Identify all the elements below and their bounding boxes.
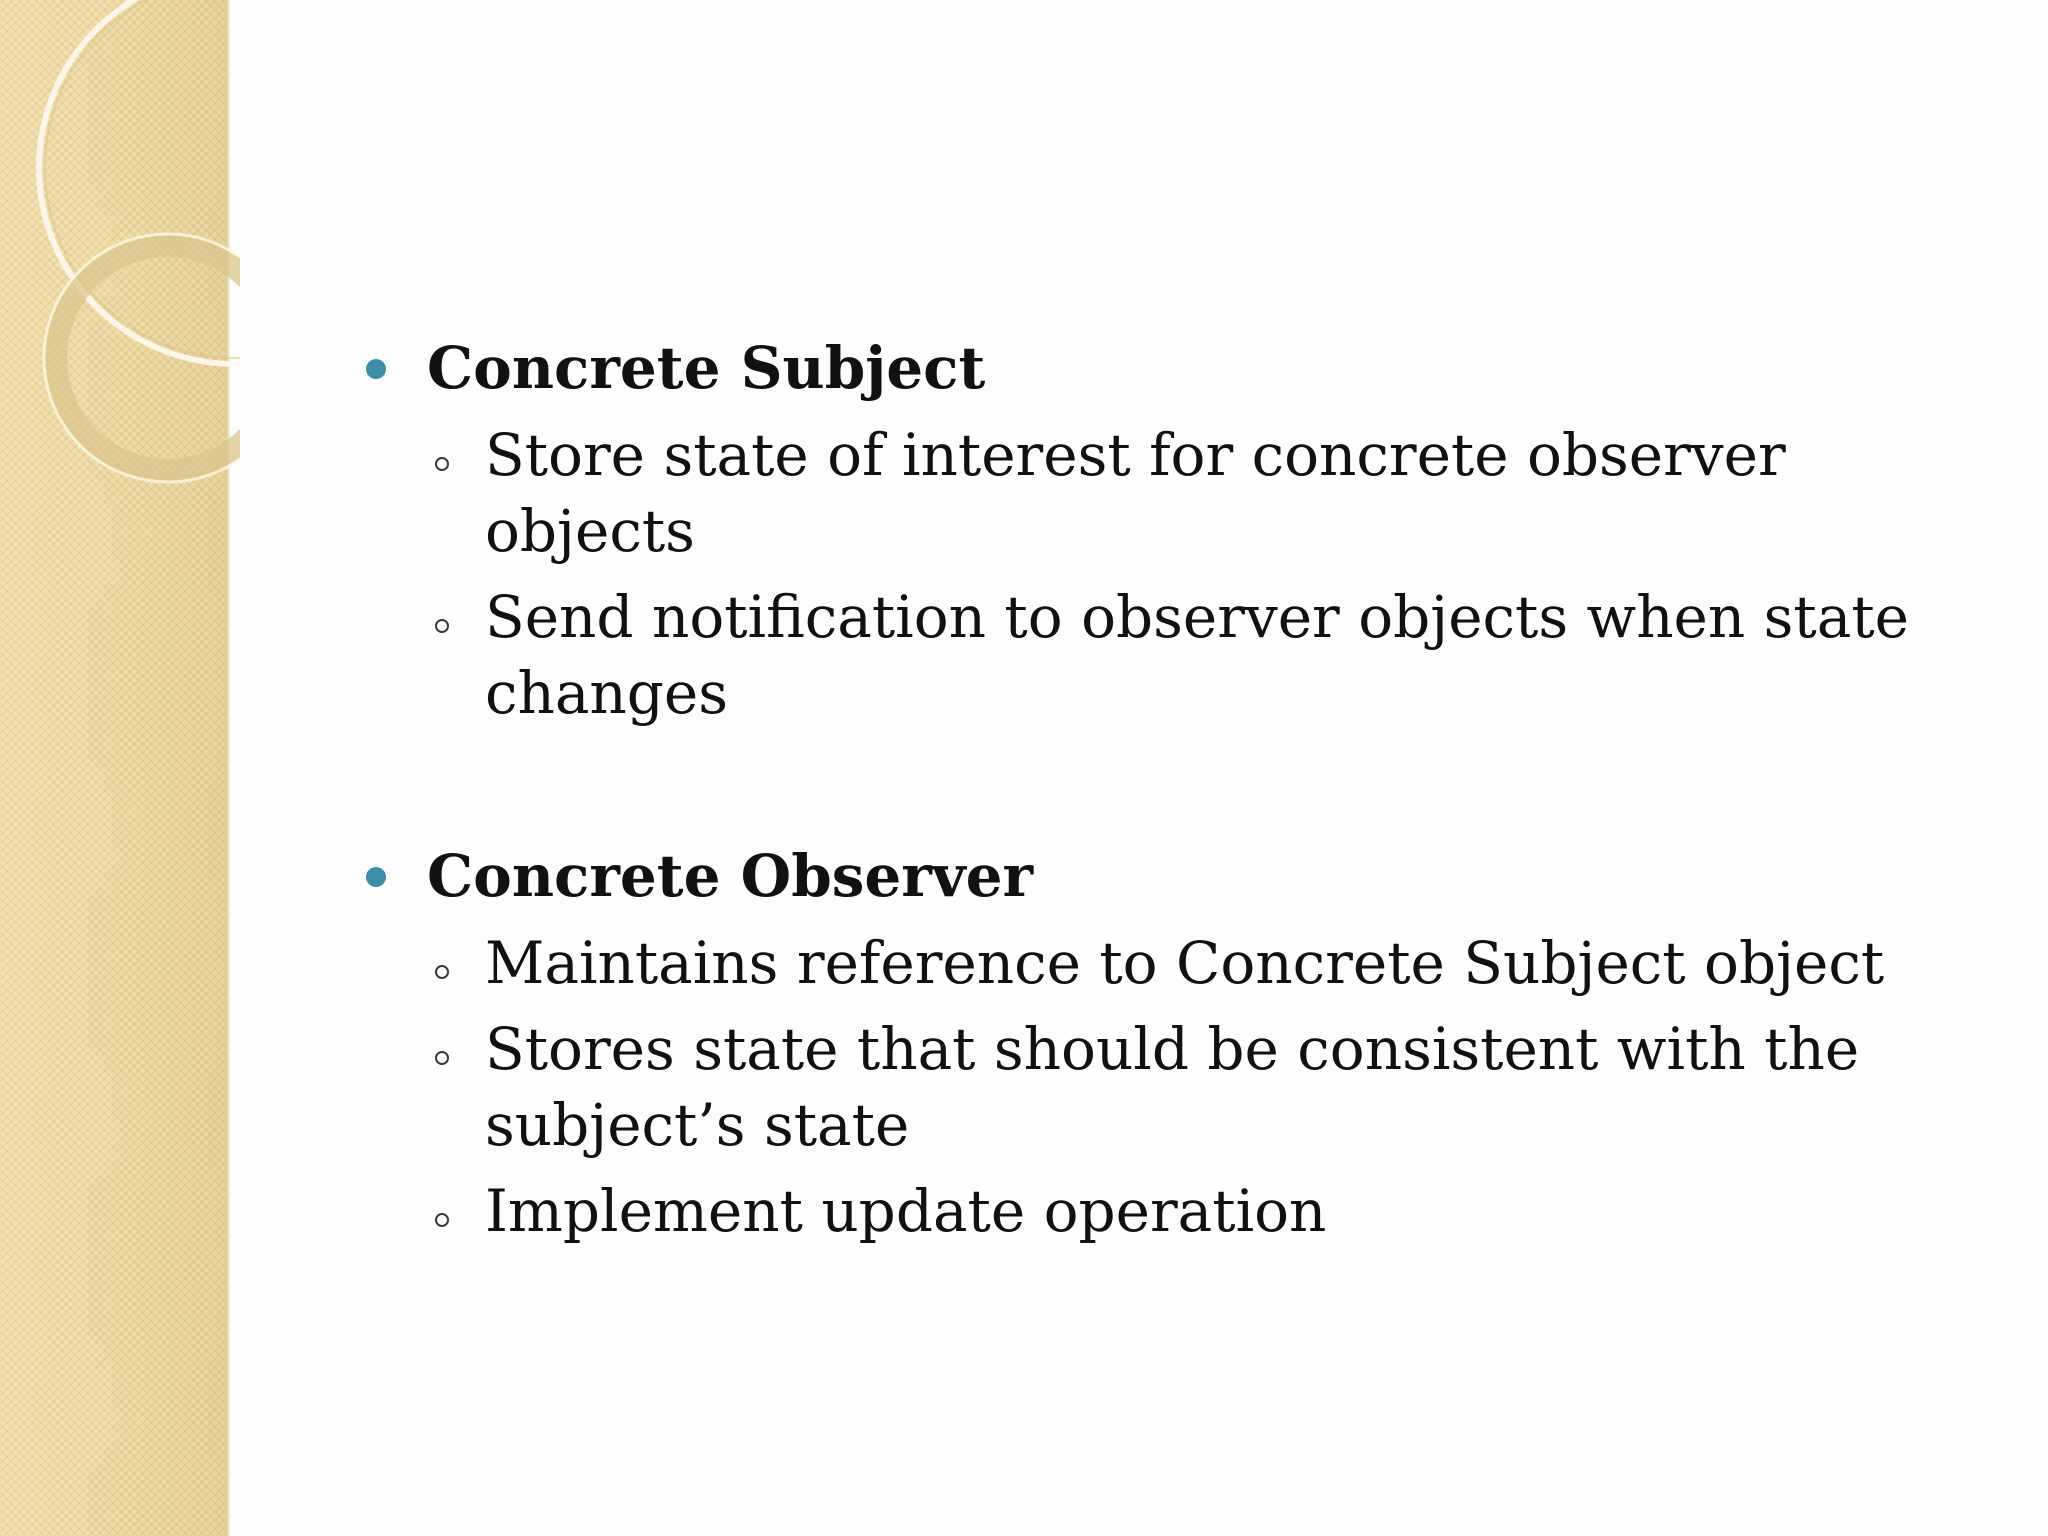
list-item bbox=[427, 579, 1955, 731]
list-item-text: Implement update operation bbox=[485, 1177, 1327, 1245]
decorative-rings bbox=[0, 0, 240, 520]
list-item-text: Store state of interest for concrete observer objects bbox=[485, 421, 1786, 565]
list-item-text: Stores state that should be consistent with the subject’s state bbox=[485, 1015, 1860, 1159]
topic-title: Concrete Subject bbox=[427, 334, 986, 402]
topic-concrete-subject bbox=[355, 325, 1955, 731]
list-item-text: Send notification to observer objects when state changes bbox=[485, 583, 1909, 727]
decorative-small-ring bbox=[56, 246, 240, 470]
ring-bullet bbox=[435, 1213, 449, 1227]
ring-bullet bbox=[435, 457, 449, 471]
list-item bbox=[427, 925, 1955, 1001]
topic-title: Concrete Observer bbox=[427, 842, 1034, 910]
list-item-text: Maintains reference to Concrete Subject object bbox=[485, 929, 1885, 997]
decorative-small-ring-highlight bbox=[44, 234, 240, 482]
bullet-dot bbox=[366, 867, 386, 887]
topic-list bbox=[355, 325, 1955, 1249]
subtopic-list bbox=[427, 925, 1955, 1249]
ring-bullet bbox=[435, 619, 449, 633]
ring-bullet bbox=[435, 965, 449, 979]
bullet-dot bbox=[366, 359, 386, 379]
list-item bbox=[427, 1173, 1955, 1249]
topic-concrete-observer bbox=[355, 833, 1955, 1249]
slide-content bbox=[355, 325, 1955, 1249]
list-item bbox=[427, 1011, 1955, 1163]
list-item bbox=[427, 417, 1955, 569]
subtopic-list bbox=[427, 417, 1955, 731]
ring-bullet bbox=[435, 1051, 449, 1065]
